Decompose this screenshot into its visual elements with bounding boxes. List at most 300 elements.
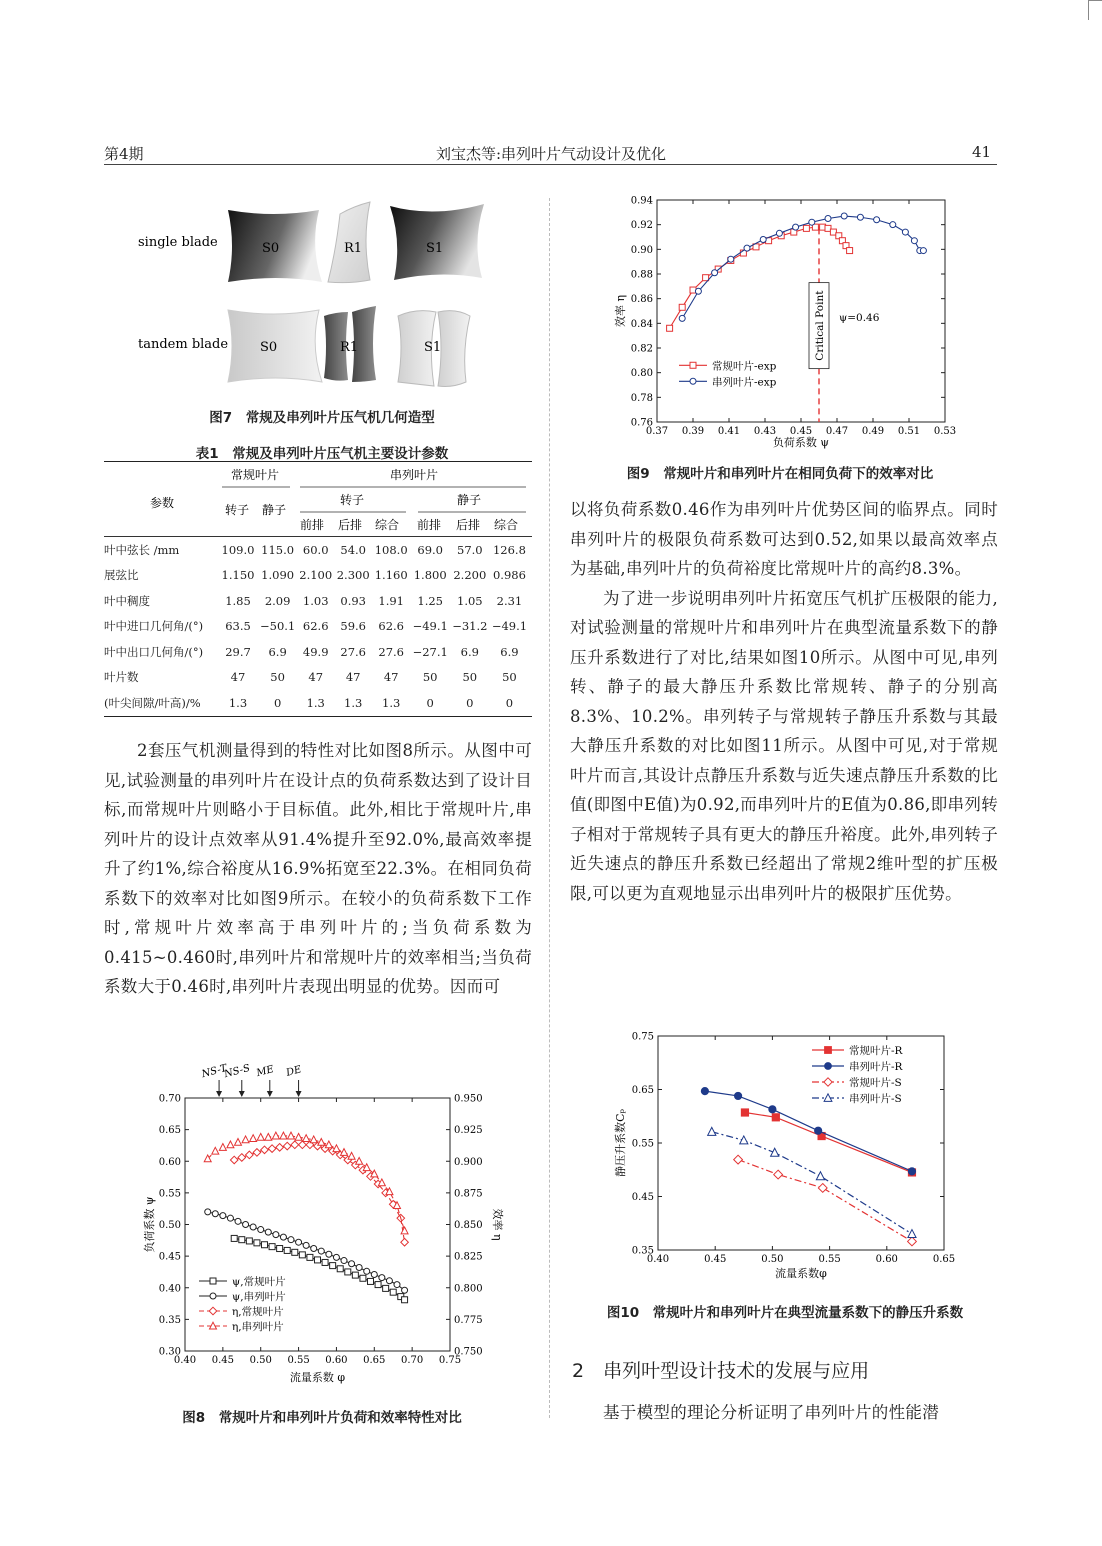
y-tick-label: 0.92 <box>630 220 653 232</box>
x-tick-label: 0.40 <box>173 1355 197 1366</box>
right-body-text <box>570 495 998 908</box>
table-cell: 50 <box>462 670 478 685</box>
data-point <box>322 1259 328 1265</box>
table-cell: 6.9 <box>500 644 519 659</box>
table-cell: 1.91 <box>378 593 404 608</box>
data-point <box>803 225 809 231</box>
data-point <box>283 1142 291 1150</box>
th-tandem-stator: 静子 <box>456 493 482 507</box>
table-row <box>104 665 529 691</box>
figure-10-caption: 图10 常规叶片和串列叶片在典型流量系数下的静压升系数 <box>606 1305 964 1321</box>
th-tandem-rotor: 转子 <box>339 493 365 507</box>
data-point <box>695 288 701 294</box>
y2-tick-label: 0.950 <box>454 1093 483 1105</box>
x-axis-label: 负荷系数 ψ <box>772 436 830 449</box>
column-divider <box>549 198 550 1418</box>
table-row <box>104 639 529 665</box>
table-cell: 1.3 <box>306 695 325 710</box>
data-point <box>220 1213 226 1219</box>
x-tick-label: 0.49 <box>861 426 885 437</box>
x-tick-label: 0.70 <box>401 1355 424 1366</box>
data-point <box>379 1275 385 1281</box>
table-cell: 49.9 <box>302 644 329 659</box>
critical-point-label: Critical Point <box>814 290 826 361</box>
legend-label: 串列叶片-exp <box>712 376 777 389</box>
x-tick-label: 0.65 <box>363 1355 386 1366</box>
table-cell: 47 <box>230 670 246 685</box>
th-rear: 后排 <box>455 518 481 532</box>
data-point <box>815 1127 822 1134</box>
table-cell: 27.6 <box>378 644 404 659</box>
data-point <box>356 1265 362 1271</box>
table-cell: 2.300 <box>336 568 370 583</box>
data-point <box>890 222 896 228</box>
table-row <box>104 588 529 614</box>
table-header <box>104 462 532 532</box>
legend-label: 串列叶片-R <box>849 1061 903 1073</box>
issue-number: 第4期 <box>104 145 144 163</box>
table-body <box>104 537 529 716</box>
row-label: 叶中弦长 /mm <box>104 542 180 557</box>
data-point <box>908 1237 917 1246</box>
figure-8-chart <box>140 1052 520 1397</box>
table-cell: 1.03 <box>302 593 329 608</box>
th-stator: 静子 <box>261 503 287 517</box>
table-cell: 1.3 <box>382 695 401 710</box>
row-label: 叶中进口几何角/(°) <box>104 619 204 634</box>
section-2-heading: 2 串列叶型设计技术的发展与应用 <box>572 1360 870 1382</box>
table-cell: 47 <box>308 670 324 685</box>
data-point <box>265 1229 271 1235</box>
data-point <box>386 1278 392 1284</box>
data-point <box>295 1133 302 1140</box>
data-point <box>315 1257 321 1263</box>
crop-mark <box>1088 0 1089 20</box>
th-combined: 综合 <box>493 518 519 532</box>
x-tick-label: 0.45 <box>789 426 813 437</box>
data-point <box>276 1144 284 1152</box>
data-point <box>239 1237 245 1243</box>
table-cell: 2.200 <box>453 568 487 583</box>
paragraph: 以将负荷系数0.46作为串列叶片优势区间的临界点。同时串列叶片的极限负荷系数可达到0.52,如果以最高效率点为基础,串列叶片的负荷裕度比常规叶片的高约8.3%。 <box>570 500 998 578</box>
table-row <box>104 563 529 589</box>
table-cell: 2.31 <box>496 593 523 608</box>
row-label: (叶尖间隙/叶高)/% <box>104 695 201 710</box>
data-point <box>744 245 750 251</box>
data-point <box>277 1246 283 1252</box>
th-combined: 综合 <box>374 518 400 532</box>
data-point <box>911 238 917 244</box>
y2-tick-label: 0.925 <box>454 1125 483 1137</box>
data-point <box>841 213 847 219</box>
crop-mark <box>1088 0 1102 1</box>
blade-label-r1: R1 <box>344 241 363 256</box>
data-point <box>771 1148 779 1156</box>
y-tick-label: 0.70 <box>158 1093 181 1105</box>
legend-label: ψ,常规叶片 <box>232 1276 286 1288</box>
table-row <box>104 537 529 563</box>
data-point <box>209 1307 217 1315</box>
operating-point-label: NS-T <box>200 1062 229 1081</box>
data-point <box>394 1282 400 1288</box>
table-cell: 1.160 <box>374 568 408 583</box>
y-tick-label: 0.45 <box>158 1251 181 1263</box>
data-point <box>776 230 782 236</box>
y-tick-label: 0.35 <box>158 1314 181 1326</box>
table-cell: 60.0 <box>302 542 329 557</box>
data-point <box>227 1215 233 1221</box>
table-row <box>104 614 529 640</box>
data-point <box>219 1144 226 1151</box>
data-point <box>708 1127 716 1135</box>
table-cell: −27.1 <box>412 644 448 659</box>
x-tick-label: 0.55 <box>287 1355 310 1366</box>
blade-label-s1: S1 <box>424 340 442 355</box>
figure-7 <box>104 196 540 396</box>
data-point <box>261 1146 269 1154</box>
data-point <box>210 1293 216 1299</box>
data-point <box>679 315 685 321</box>
table-cell: 1.05 <box>457 593 483 608</box>
data-point <box>330 1263 336 1269</box>
y-tick-label: 0.76 <box>630 417 653 429</box>
figure-7-blade-geometry <box>104 196 540 396</box>
data-point <box>857 214 863 220</box>
table-cell: 29.7 <box>225 644 251 659</box>
data-point <box>703 275 709 281</box>
arrow-head <box>296 1091 302 1097</box>
data-point <box>269 1244 275 1250</box>
legend-label: ψ,串列叶片 <box>232 1291 286 1303</box>
x-tick-label: 0.45 <box>704 1254 727 1265</box>
x-tick-label: 0.41 <box>717 426 741 437</box>
operating-point-label: NS-S <box>223 1062 252 1081</box>
data-point <box>310 1136 317 1143</box>
y-tick-label: 0.50 <box>158 1220 181 1231</box>
y-tick-label: 0.86 <box>630 294 653 306</box>
data-point <box>299 1141 307 1149</box>
legend-label: η,串列叶片 <box>232 1321 284 1333</box>
table-cell: 0 <box>466 695 474 710</box>
legend-label: η,常规叶片 <box>232 1306 284 1318</box>
data-point <box>212 1147 219 1154</box>
data-point <box>825 1047 832 1054</box>
table-cell: 1.3 <box>228 695 248 710</box>
y2-tick-label: 0.825 <box>454 1251 483 1263</box>
data-point <box>774 1170 783 1179</box>
figure-9-caption: 图9 常规叶片和串列叶片在相同负荷下的效率对比 <box>626 466 934 482</box>
table-cell: 1.85 <box>225 593 251 608</box>
y-tick-label: 0.88 <box>630 269 653 281</box>
table-cell: −50.1 <box>260 619 296 634</box>
x-axis-label: 流量系数φ <box>775 1267 827 1280</box>
data-point <box>262 1242 268 1248</box>
data-point <box>250 1224 256 1230</box>
y2-axis-label: 效率 η <box>491 1208 504 1241</box>
data-point <box>341 1258 347 1264</box>
th-rear: 后排 <box>337 518 363 532</box>
data-point <box>402 1297 408 1303</box>
data-point <box>243 1222 249 1228</box>
data-point <box>401 1238 409 1246</box>
row-label: 展弦比 <box>104 568 139 583</box>
row-label: 叶片数 <box>104 670 139 685</box>
data-point <box>288 1237 294 1243</box>
arrow-head <box>216 1091 222 1097</box>
legend-label: 常规叶片-R <box>849 1045 903 1057</box>
y-tick-label: 0.65 <box>631 1085 654 1096</box>
data-point <box>227 1141 234 1148</box>
th-tandem: 串列叶片 <box>389 468 439 482</box>
running-title: 刘宝杰等:串列叶片气动设计及优化 <box>435 145 667 163</box>
th-rotor: 转子 <box>224 503 250 517</box>
table-cell: 57.0 <box>457 542 483 557</box>
x-tick-label: 0.75 <box>438 1355 462 1366</box>
data-point <box>679 304 685 310</box>
figure-10 <box>608 1028 968 1293</box>
data-point <box>368 1278 374 1284</box>
table-cell: 54.0 <box>340 542 366 557</box>
data-point <box>318 1138 325 1145</box>
y-tick-label: 0.45 <box>631 1192 654 1203</box>
data-point <box>793 224 799 230</box>
table-cell: −31.2 <box>452 619 488 634</box>
data-point <box>847 248 853 254</box>
data-point <box>824 1078 832 1086</box>
figure-9-chart <box>600 192 980 457</box>
table-cell: 62.6 <box>378 619 404 634</box>
plot-frame <box>185 1098 450 1351</box>
y-tick-label: 0.55 <box>631 1138 654 1150</box>
y-tick-label: 0.78 <box>630 392 653 404</box>
table-cell: 0.986 <box>492 568 526 583</box>
data-point <box>769 1106 776 1113</box>
table-cell: 0 <box>273 695 282 710</box>
data-point <box>210 1278 216 1284</box>
y-tick-label: 0.94 <box>630 195 653 207</box>
data-point <box>205 1209 211 1215</box>
data-point <box>390 1289 396 1295</box>
table-cell: 109.0 <box>221 542 255 557</box>
x-tick-label: 0.65 <box>932 1254 956 1265</box>
data-point <box>296 1239 302 1245</box>
y-tick-label: 0.90 <box>630 244 653 256</box>
table-cell: 6.9 <box>460 644 479 659</box>
data-point <box>273 1232 279 1238</box>
data-point <box>356 1157 363 1164</box>
data-point <box>254 1240 260 1246</box>
data-point <box>667 325 673 331</box>
x-tick-label: 0.47 <box>825 426 849 437</box>
y2-tick-label: 0.750 <box>454 1346 483 1358</box>
data-point <box>349 1261 355 1267</box>
data-point <box>235 1218 241 1224</box>
s1-tandem-rear <box>438 311 470 387</box>
data-point <box>734 1092 741 1099</box>
data-point <box>246 1238 252 1244</box>
data-point <box>288 1132 295 1139</box>
x-tick-label: 0.37 <box>645 426 669 437</box>
y-tick-label: 0.40 <box>158 1283 181 1295</box>
tandem-blade-label: tandem blade <box>138 337 229 352</box>
data-point <box>920 248 926 254</box>
data-point <box>337 1266 343 1272</box>
table-cell: 50 <box>502 670 517 685</box>
table-cell: 47 <box>345 670 361 685</box>
table-cell: 59.6 <box>340 619 366 634</box>
blade-label-s1: S1 <box>426 241 444 256</box>
th-front: 前排 <box>299 518 325 532</box>
y-tick-label: 0.84 <box>630 318 653 330</box>
blade-label-s0: S0 <box>260 340 278 355</box>
data-point <box>250 1135 257 1142</box>
row-label: 叶中稠度 <box>104 593 150 608</box>
operating-point-label: DE <box>285 1064 303 1079</box>
series-line <box>738 1160 912 1242</box>
legend-label: 常规叶片-exp <box>712 360 777 373</box>
page-number: 41 <box>972 143 992 161</box>
data-point <box>230 1156 238 1164</box>
table-cell: 115.0 <box>261 542 295 557</box>
data-point <box>291 1141 299 1149</box>
table-cell: 2.100 <box>299 568 333 583</box>
table-cell: −49.1 <box>491 619 528 634</box>
table-1-caption: 表1 常规及串列叶片压气机主要设计参数 <box>195 446 449 462</box>
data-point <box>284 1247 290 1253</box>
figure-7-caption: 图7 常规及串列叶片压气机几何造型 <box>209 410 435 426</box>
th-param: 参数 <box>149 496 175 510</box>
data-point <box>364 1268 370 1274</box>
x-axis-label: 流量系数 φ <box>289 1371 346 1384</box>
table-cell: 62.6 <box>302 619 329 634</box>
blade-label-s0: S0 <box>262 241 280 256</box>
x-tick-label: 0.60 <box>875 1254 898 1265</box>
table-cell: 2.09 <box>264 593 291 608</box>
figure-8-caption: 图8 常规叶片和串列叶片负荷和效率特性对比 <box>182 1410 462 1426</box>
data-point <box>375 1282 381 1288</box>
x-tick-label: 0.45 <box>211 1355 234 1366</box>
th-conventional: 常规叶片 <box>230 468 280 482</box>
data-point <box>325 1141 332 1148</box>
data-point <box>825 216 831 222</box>
legend-label: 串列叶片-S <box>849 1093 902 1105</box>
table-cell: 69.0 <box>417 542 443 557</box>
table-cell: 1.25 <box>417 593 443 608</box>
data-point <box>238 1154 246 1162</box>
table-cell: 63.5 <box>225 619 251 634</box>
data-point <box>326 1251 332 1257</box>
figure-10-chart <box>608 1028 968 1293</box>
x-tick-label: 0.43 <box>753 426 777 437</box>
x-tick-label: 0.55 <box>818 1254 841 1265</box>
data-point <box>690 362 696 368</box>
row-label: 叶中出口几何角/(°) <box>104 644 204 659</box>
data-point <box>690 378 696 384</box>
data-point <box>908 1168 915 1175</box>
data-point <box>371 1271 377 1277</box>
figure-8 <box>140 1052 520 1397</box>
x-tick-label: 0.51 <box>897 426 921 437</box>
data-point <box>303 1135 310 1142</box>
y-axis-label: 静压升系数Cₚ <box>614 1109 627 1177</box>
data-point <box>268 1145 276 1153</box>
y-tick-label: 0.80 <box>630 368 653 380</box>
data-point <box>902 229 908 235</box>
table-cell: 108.0 <box>374 542 408 557</box>
table-cell: 1.090 <box>261 568 295 583</box>
y-tick-label: 0.55 <box>158 1188 181 1200</box>
section-2-text <box>570 1398 998 1428</box>
x-tick-label: 0.53 <box>933 426 957 437</box>
table-cell: 126.8 <box>492 542 526 557</box>
data-point <box>303 1242 309 1248</box>
data-point <box>307 1254 313 1260</box>
y-tick-label: 0.30 <box>158 1346 181 1358</box>
x-tick-label: 0.39 <box>681 426 705 437</box>
data-point <box>772 1114 779 1121</box>
blade-label-r1: R1 <box>340 340 359 355</box>
data-point <box>348 1152 355 1159</box>
x-tick-label: 0.50 <box>249 1355 272 1366</box>
y2-tick-label: 0.775 <box>454 1314 483 1326</box>
series-line <box>745 1113 912 1173</box>
data-point <box>235 1138 242 1145</box>
data-point <box>231 1235 237 1241</box>
table-cell: 1.150 <box>221 568 255 583</box>
arrow-head <box>267 1091 273 1097</box>
data-point <box>360 1275 366 1281</box>
table-cell: 27.6 <box>340 644 366 659</box>
data-point <box>874 217 880 223</box>
data-point <box>712 270 718 276</box>
x-tick-label: 0.40 <box>646 1254 670 1265</box>
x-tick-label: 0.60 <box>325 1355 348 1366</box>
y-tick-label: 0.60 <box>158 1156 181 1168</box>
left-body-text <box>104 736 532 1002</box>
y-tick-label: 0.35 <box>631 1245 654 1257</box>
data-point <box>311 1246 317 1252</box>
table-cell: 1.800 <box>413 568 447 583</box>
data-point <box>825 1063 832 1070</box>
th-front: 前排 <box>416 518 442 532</box>
data-point <box>352 1272 358 1278</box>
y-tick-label: 0.82 <box>630 343 653 355</box>
data-point <box>383 1285 389 1291</box>
table-cell: 0 <box>505 695 514 710</box>
paragraph: 为了进一步说明串列叶片拓宽压气机扩压极限的能力,对试验测量的常规叶片和串列叶片在典型流量系数下的静压升系数进行了对比,结果如图10所示。从图中可见,串列转、静子的最大静压升系数比常规转、静子的分别高8.3%、10.2%。串列转子与常规转子静压升系数与其最大静压升系数的对比如图11所示。从图中可见,对于常规叶片而言,其设计点静压升系数与近失速点静压升系数的比值(即图中E值)为0.92,而串列叶片的E值为0.86,即串列转子相对于常规转子具有更大的静压升裕度。此外,串列转子近失速点的静压升系数已经超出了常规2维叶型的扩压极限,可以更为直观地显示出串列叶片的极限扩压优势。 <box>570 588 998 903</box>
table-cell: 0.93 <box>340 593 366 608</box>
x-tick-label: 0.50 <box>761 1254 784 1265</box>
y-tick-label: 0.65 <box>158 1125 181 1137</box>
table-cell: −49.1 <box>412 619 448 634</box>
data-point <box>760 236 766 242</box>
data-point <box>816 1172 824 1180</box>
data-point <box>292 1249 298 1255</box>
data-point <box>345 1269 351 1275</box>
critical-value-label: ψ=0.46 <box>839 311 880 324</box>
table-cell: 50 <box>422 670 438 685</box>
y-axis-label: 负荷系数 ψ <box>143 1196 156 1253</box>
header-rule <box>104 164 997 165</box>
y2-tick-label: 0.800 <box>454 1283 483 1295</box>
data-point <box>333 1254 339 1260</box>
data-point <box>242 1136 249 1143</box>
table-cell: 1.3 <box>344 695 363 710</box>
plot-frame <box>657 200 945 422</box>
data-point <box>728 256 734 262</box>
series-line <box>712 1132 912 1234</box>
data-point <box>258 1227 264 1233</box>
